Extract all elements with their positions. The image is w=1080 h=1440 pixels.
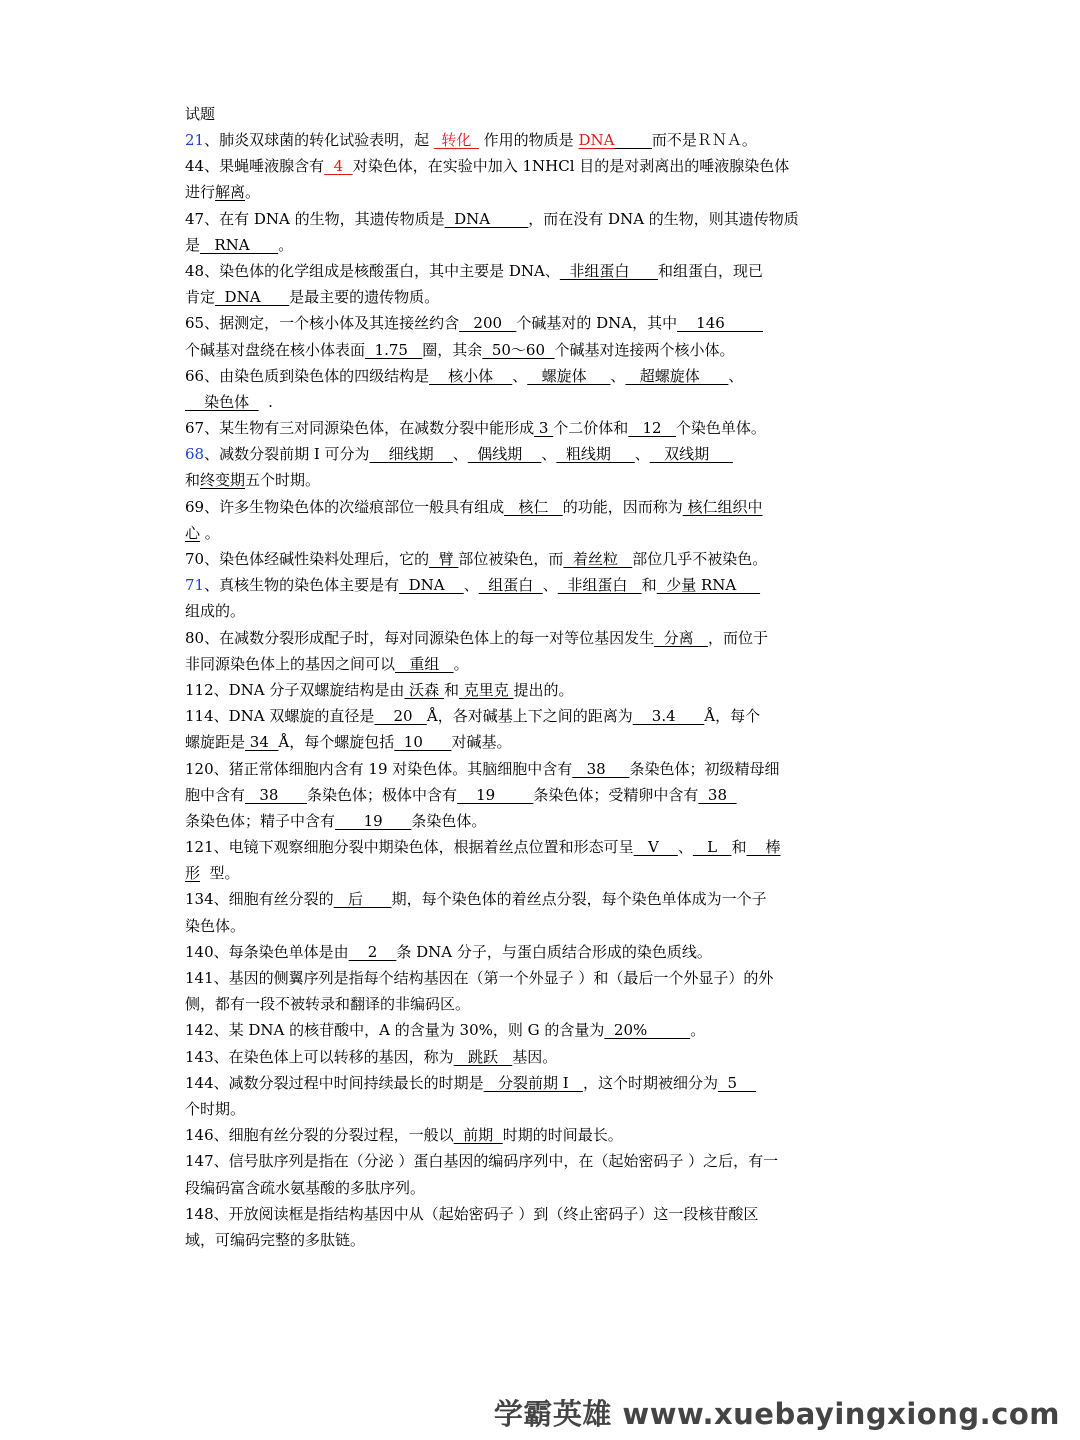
text-segment: Å，每个螺旋包括 <box>278 733 395 752</box>
question-number: 68 <box>185 445 205 464</box>
text-segment: 、 <box>541 445 557 464</box>
text-line <box>185 651 897 677</box>
answer-blank: 偶线期 <box>467 445 542 464</box>
text-segment: 型。 <box>200 864 240 883</box>
text-line <box>185 310 897 336</box>
text-segment: 和 <box>185 471 201 490</box>
text-line <box>185 258 897 284</box>
answer-blank: RNA <box>200 235 279 254</box>
answer-blank: 3 <box>534 419 554 438</box>
text-line <box>185 1148 897 1174</box>
text-segment: 和 <box>731 838 747 857</box>
answer-blank: 少量 RNA <box>656 576 761 595</box>
site-watermark: 学霸英雄 www.xuebayingxiong.com <box>493 1397 1060 1431</box>
text-segment: 。 <box>278 235 294 254</box>
text-segment: 142、某 DNA 的核苷酸中，A 的含量为 30%，则 G 的含量为 <box>185 1021 605 1040</box>
text-segment: 、 <box>610 366 626 385</box>
answer-blank: 38 <box>698 785 737 804</box>
answer-blank: 非组蛋白 <box>557 576 642 595</box>
text-line <box>185 1017 897 1043</box>
answer-blank: 螺旋体 <box>527 366 611 385</box>
text-line <box>185 127 897 153</box>
question-number: 21 <box>185 131 205 149</box>
text-segment: ，而位于 <box>707 628 768 647</box>
answer-blank: DNA <box>578 131 615 149</box>
answer-blank: 19 <box>457 785 534 804</box>
text-segment: 141、基因的侧翼序列是指每个结构基因在（第一个外显子 ）和（最后一个外显子）的外 <box>185 969 774 987</box>
answer-blank: 形 <box>185 864 201 883</box>
text-line <box>185 284 897 310</box>
answer-blank: 臂 <box>429 550 459 568</box>
text-line <box>185 886 897 912</box>
text-segment: 个碱基对连接两个核小体。 <box>554 340 735 359</box>
answer-blank: L <box>692 838 732 857</box>
text-segment: 66、由染色质到染色体的四级结构是 <box>185 366 430 385</box>
text-segment: Å，每个 <box>704 707 761 726</box>
answer-blank: 20% <box>604 1021 691 1040</box>
text-segment: 条染色体；受精卵中含有 <box>533 785 699 804</box>
answer-blank: 1.75 <box>365 340 423 359</box>
text-segment: 非同源染色体上的基因之间可以 <box>185 654 396 673</box>
text-line <box>185 389 897 415</box>
text-line <box>185 625 897 651</box>
text-segment: 对染色体，在实验中加入 1NHCl 目的是对剥离出的唾液腺染色体 <box>352 157 790 176</box>
text-segment: 69、许多生物染色体的次缢痕部位一般具有组成 <box>185 497 505 516</box>
text-segment: 个碱基对的 DNA，其中 <box>516 314 678 333</box>
answer-blank: 50～60 <box>482 340 555 359</box>
text-segment: 时期的时间最长。 <box>502 1126 623 1145</box>
answer-blank: 核仁组织中 <box>682 497 763 516</box>
text-line <box>185 729 897 755</box>
text-line <box>185 1070 897 1096</box>
text-segment: 。 <box>453 654 469 673</box>
text-segment: 而不是ＲＮＡ。 <box>651 131 757 149</box>
text-segment: 147、信号肽序列是指在（分泌 ）蛋白基因的编码序列中，在（起始密码子 ）之后，有一 <box>185 1152 779 1171</box>
answer-blank: 重组 <box>395 654 454 673</box>
text-segment: . <box>258 392 273 411</box>
answer-blank: 跳跃 <box>453 1047 513 1066</box>
answer-blank: 34 <box>245 733 279 752</box>
text-segment: 、 <box>542 576 558 595</box>
text-segment: 120、猪正常体细胞内含有 19 对染色体。其脑细胞中含有 <box>185 759 573 778</box>
text-segment: 、肺炎双球菌的转化试验表明，起 <box>204 131 434 149</box>
text-line <box>185 232 897 258</box>
answer-blank: 解离 <box>215 183 246 202</box>
text-segment: 48、染色体的化学组成是核酸蛋白，其中主要是 DNA、 <box>185 261 560 280</box>
text-line <box>185 1096 897 1122</box>
answer-blank: 38 <box>245 785 308 804</box>
answer-blank: 146 <box>677 314 763 333</box>
text-line <box>185 756 897 782</box>
text-segment: 期，每个染色体的着丝点分裂，每个染色单体成为一个子 <box>391 890 767 909</box>
text-segment: 140、每条染色单体是由 <box>185 942 349 961</box>
text-line <box>185 572 897 598</box>
text-segment: 条染色体；极体中含有 <box>307 785 458 804</box>
answer-blank: 非组蛋白 <box>559 261 658 280</box>
text-segment: 、真核生物的染色体主要是有 <box>204 576 400 595</box>
text-segment: 70、染色体经碱性染料处理后，它的 <box>185 550 430 568</box>
answer-blank: _转化_ <box>433 131 479 149</box>
text-line <box>185 1175 897 1201</box>
answer-blank: 核仁 <box>504 497 563 516</box>
answer-blank: 5 <box>717 1073 757 1092</box>
text-segment: 和 <box>641 576 657 595</box>
text-segment: 65、据测定，一个核小体及其连接丝约含 <box>185 314 460 333</box>
answer-blank: 核小体 <box>429 366 513 385</box>
answer-blank: 4 <box>324 157 353 176</box>
text-line <box>185 677 897 703</box>
answer-blank: 10 <box>394 733 452 752</box>
text-segment: 67、某生物有三对同源染色体，在减数分裂中能形成 <box>185 419 535 438</box>
answer-blank: 2 <box>348 942 397 961</box>
text-line <box>185 1227 897 1253</box>
text-segment: 143、在染色体上可以转移的基因，称为 <box>185 1047 454 1066</box>
text-segment: 域，可编码完整的多肽链。 <box>185 1230 366 1249</box>
text-segment: 染色体。 <box>185 916 246 935</box>
question-list <box>185 127 897 1253</box>
text-segment: 个时期。 <box>185 1099 246 1118</box>
text-segment: 。 <box>690 1021 706 1040</box>
answer-blank: 沃森 <box>404 680 444 699</box>
text-segment: 作用的物质是 <box>478 131 579 149</box>
text-segment: 条 DNA 分子，与蛋白质结合形成的染色质线。 <box>396 942 712 961</box>
text-line <box>185 337 897 363</box>
answer-blank: DNA <box>444 209 529 228</box>
text-segment: 。 <box>200 523 220 542</box>
text-line <box>185 939 897 965</box>
answer-blank: 双线期 <box>649 445 733 464</box>
text-segment: 组成的。 <box>185 602 246 621</box>
text-segment: 和组蛋白，现已 <box>658 261 764 280</box>
text-segment: 是最主要的遗传物质。 <box>289 288 440 307</box>
text-segment: 部位几乎不被染色。 <box>632 550 768 568</box>
text-line <box>185 703 897 729</box>
answer-blank: 棒 <box>746 838 781 857</box>
text-segment: 进行 <box>185 183 216 202</box>
text-segment: 段编码富含疏水氨基酸的多肽序列。 <box>185 1178 426 1197</box>
text-segment: 和 <box>443 680 459 699</box>
text-segment: Å，各对碱基上下之间的距离为 <box>426 707 633 726</box>
answer-blank: 12 <box>628 419 676 438</box>
text-segment: 134、细胞有丝分裂的 <box>185 890 334 909</box>
answer-blank: 组蛋白 <box>478 576 543 595</box>
text-segment: 144、减数分裂过程中时间持续最长的时期是 <box>185 1073 484 1092</box>
text-segment: 、 <box>463 576 479 595</box>
text-segment: 146、细胞有丝分裂的分裂过程，一般以 <box>185 1126 454 1145</box>
text-segment: 条染色体；精子中含有 <box>185 811 336 830</box>
text-line <box>185 991 897 1017</box>
answer-blank: 心 <box>185 523 201 542</box>
text-segment: ，而在没有 DNA 的生物，则其遗传物质 <box>528 209 799 228</box>
answer-blank: 前期 <box>453 1126 503 1145</box>
text-line <box>185 206 897 232</box>
text-segment: ，这个时期被细分为 <box>582 1073 718 1092</box>
text-segment: 、 <box>452 445 468 464</box>
text-segment: 47、在有 DNA 的生物，其遗传物质是 <box>185 209 445 228</box>
text-line <box>185 363 897 389</box>
document-page <box>185 103 897 1253</box>
answer-blank: 分离 <box>654 628 708 647</box>
answer-blank: 20 <box>374 707 427 726</box>
text-segment: 的功能，因而称为 <box>562 497 683 516</box>
text-segment: 对碱基。 <box>451 733 512 752</box>
answer-blank: 细线期 <box>369 445 453 464</box>
text-line <box>185 546 897 572</box>
answer-blank: V <box>633 838 678 857</box>
text-segment: 114、DNA 双螺旋的直径是 <box>185 707 375 726</box>
answer-blank: DNA <box>215 288 290 307</box>
text-segment: 肯定 <box>185 288 216 307</box>
text-segment: 、 <box>512 366 528 385</box>
text-segment: 侧，都有一段不被转录和翻译的非编码区。 <box>185 995 471 1014</box>
answer-blank: 粗线期 <box>556 445 635 464</box>
text-line <box>185 1201 897 1227</box>
text-segment: 。 <box>245 183 261 202</box>
text-line <box>185 965 897 991</box>
text-line <box>185 834 897 860</box>
text-segment: 112、DNA 分子双螺旋结构是由 <box>185 680 405 699</box>
text-line <box>185 860 897 886</box>
text-line <box>185 782 897 808</box>
text-line <box>185 467 897 493</box>
document-title: 试题 <box>185 105 216 123</box>
text-segment: 部位被染色，而 <box>458 550 564 568</box>
text-segment: 条染色体；初级精母细 <box>629 759 780 778</box>
text-segment: 、 <box>634 445 650 464</box>
answer-blank: 克里克 <box>458 680 514 699</box>
text-segment: 条染色体。 <box>411 811 487 830</box>
answer-blank: DNA <box>399 576 464 595</box>
text-line <box>185 494 897 520</box>
answer-blank: 38 <box>572 759 630 778</box>
answer-blank: _____ <box>614 131 652 149</box>
answer-blank: 分裂前期 I <box>483 1073 583 1092</box>
text-segment: 个染色单体。 <box>675 419 766 438</box>
text-segment: 44、果蝇唾液腺含有 <box>185 157 325 176</box>
text-line <box>185 415 897 441</box>
text-segment: 提出的。 <box>513 680 574 699</box>
answer-blank: 超螺旋体 <box>625 366 729 385</box>
text-line <box>185 808 897 834</box>
text-segment: 、 <box>728 366 744 385</box>
text-line <box>185 520 897 546</box>
text-segment: 80、在减数分裂形成配子时，每对同源染色体上的每一对等位基因发生 <box>185 628 655 647</box>
answer-blank: 19 <box>335 811 412 830</box>
text-line <box>185 179 897 205</box>
text-segment: 个二价体和 <box>553 419 629 438</box>
text-segment: 148、开放阅读框是指结构基因中从（起始密码子 ）到（终止密码子）这一段核苷酸区 <box>185 1204 759 1223</box>
text-segment: 个碱基对盘绕在核小体表面 <box>185 340 366 359</box>
text-line <box>185 153 897 179</box>
text-segment: 胞中含有 <box>185 785 246 804</box>
text-line <box>185 1122 897 1148</box>
text-segment: 是 <box>185 235 201 254</box>
answer-blank: 200 <box>459 314 517 333</box>
answer-blank: 3.4 <box>632 707 705 726</box>
text-line <box>185 598 897 624</box>
answer-blank: 着丝粒 <box>563 550 633 568</box>
answer-blank: 终变期 <box>200 471 246 490</box>
question-number: 71 <box>185 576 205 595</box>
answer-blank: 后 <box>333 890 392 909</box>
text-segment: 、 <box>677 838 693 857</box>
text-segment: 螺旋距是 <box>185 733 246 752</box>
text-line <box>185 913 897 939</box>
text-segment: 五个时期。 <box>245 471 321 490</box>
text-line <box>185 1044 897 1070</box>
text-segment: 121、电镜下观察细胞分裂中期染色体，根据着丝点位置和形态可呈 <box>185 838 634 857</box>
text-line <box>185 441 897 467</box>
answer-blank: 染色体 <box>185 392 259 411</box>
text-segment: 基因。 <box>512 1047 558 1066</box>
text-segment: 圈，其余 <box>422 340 483 359</box>
text-segment: 、减数分裂前期 I 可分为 <box>204 445 370 464</box>
